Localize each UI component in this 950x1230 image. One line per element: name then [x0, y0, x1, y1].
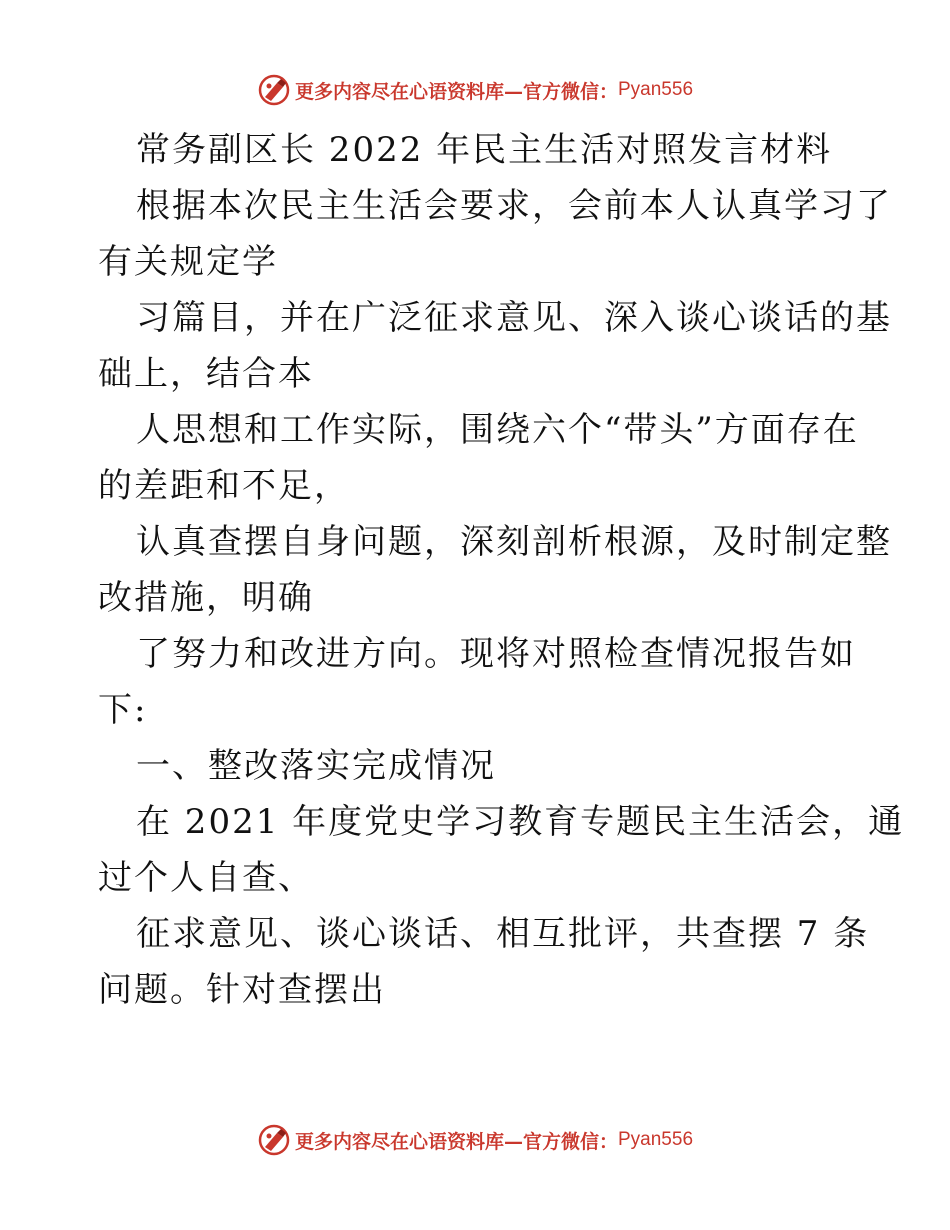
watermark-text: 更多内容尽在心语资料库—官方微信：	[294, 80, 618, 103]
text-line: 础上，结合本	[98, 354, 314, 394]
brand-logo-icon	[257, 1123, 291, 1157]
text-line: 问题。针对查摆出	[98, 970, 386, 1010]
section-heading: 一、整改落实完成情况	[136, 746, 496, 786]
brand-logo-icon	[257, 73, 291, 107]
text-line: 的差距和不足，	[98, 466, 350, 506]
text-line: 征求意见、谈心谈话、相互批评，共查摆 7 条	[136, 914, 870, 954]
text-line: 有关规定学	[98, 242, 278, 282]
text-line: 下:	[98, 690, 148, 730]
watermark-wechat-id: Pyan556	[618, 79, 694, 100]
text-line: 根据本次民主生活会要求，会前本人认真学习了	[136, 186, 892, 226]
text-line: 认真查摆自身问题，深刻剖析根源，及时制定整	[136, 522, 892, 562]
text-line: 习篇目，并在广泛征求意见、深入谈心谈话的基	[136, 298, 892, 338]
footer-watermark-banner	[0, 1120, 950, 1160]
header-watermark-banner	[0, 70, 950, 110]
document-body	[98, 122, 905, 1018]
text-line: 改措施，明确	[98, 578, 314, 618]
text-line: 了努力和改进方向。现将对照检查情况报告如	[136, 634, 856, 674]
text-line: 常务副区长 2022 年民主生活对照发言材料	[136, 130, 833, 170]
text-line: 过个人自查、	[98, 858, 314, 898]
watermark-wechat-id: Pyan556	[618, 1129, 694, 1150]
text-line: 人思想和工作实际，围绕六个“带头”方面存在	[136, 410, 859, 450]
watermark-text: 更多内容尽在心语资料库—官方微信：	[294, 1130, 618, 1153]
text-line: 在 2021 年度党史学习教育专题民主生活会，通	[136, 802, 905, 842]
